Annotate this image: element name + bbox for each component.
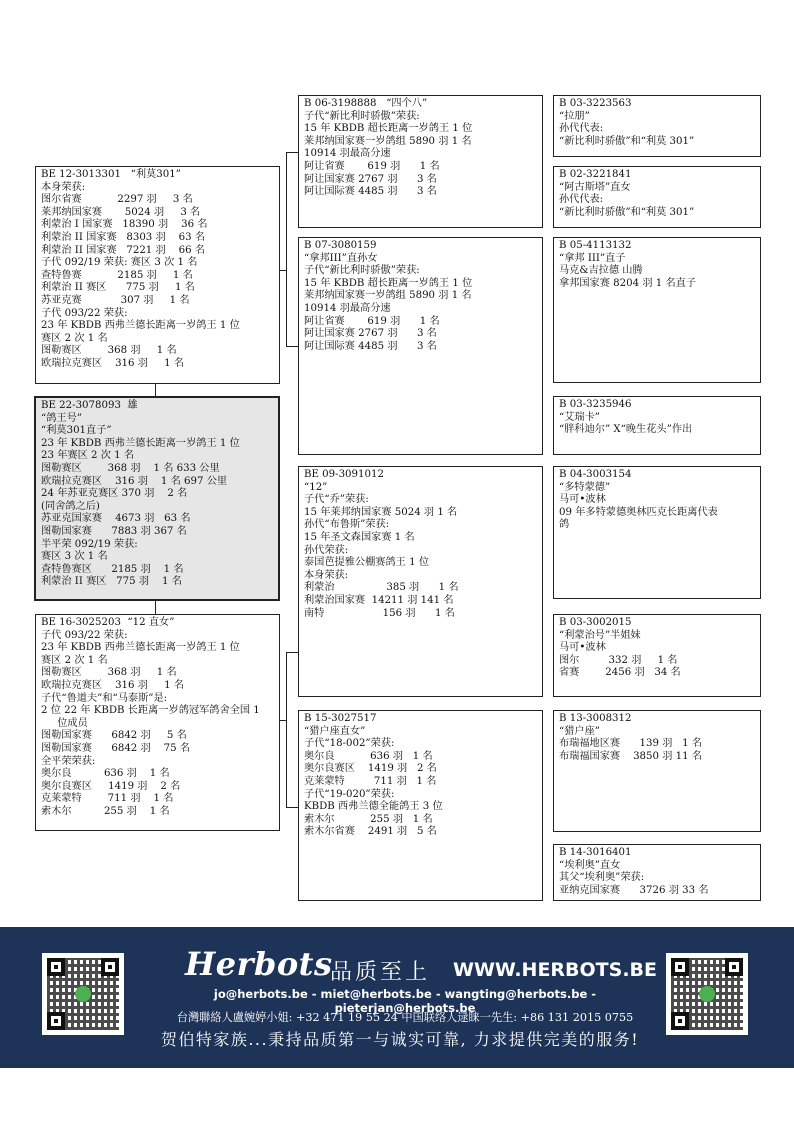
pedigree-line: 克莱蒙特 711 羽 1 名 [304, 775, 437, 787]
pedigree-line: 15 年 KBDB 超长距离一岁鸽王 1 位 [304, 123, 473, 135]
pedigree-line: BE 16-3025203 “12 直女” [41, 617, 175, 628]
connector-line [279, 720, 286, 721]
pedigree-line: 查特鲁赛区 2185 羽 1 名 [41, 563, 184, 575]
dam-dam-box [298, 710, 543, 901]
sds-box [553, 237, 761, 383]
pedigree-line: B 15-3027517 [304, 713, 377, 724]
pedigree-line: 图勒赛区 368 羽 1 名 633 公里 [41, 462, 220, 474]
dam-box [35, 614, 280, 831]
pedigree-line: “多特蒙德” [559, 481, 611, 493]
dam-sire-box [298, 466, 543, 697]
pedigree-line: 图勒赛区 368 羽 1 名 [41, 667, 177, 679]
pedigree-line: 2 位 22 年 KBDB 长距离一岁鸽冠军鸽舍全国 1 [41, 705, 260, 717]
pedigree-line: 23 年 KBDB 西弗兰德长距离一岁鸽王 1 位 [41, 437, 240, 449]
pedigree-line: 孙代荣获: [304, 544, 349, 556]
pedigree-line: B 03-3002015 [559, 617, 632, 628]
connector-line [286, 346, 298, 347]
pedigree-line: 23 年赛区 2 次 1 名 [41, 450, 135, 462]
pedigree-line: BE 22-3078093 雄 [41, 400, 138, 411]
pedigree-line: 省赛 2456 羽 34 名 [559, 667, 681, 679]
pedigree-line: 15 年 KBDB 超长距离一岁鸽王 1 位 [304, 277, 473, 289]
pedigree-line: 其父“埃利奥”荣获: [559, 872, 645, 884]
connector-line [286, 652, 298, 653]
pedigree-line: “猎户座直女” [304, 725, 366, 737]
pedigree-line: 09 年多特蒙德奥林匹克长距离代表 [559, 506, 718, 518]
dds-box [553, 710, 761, 832]
pedigree-line: “埃利奥”直女 [559, 859, 621, 871]
pedigree-line: 布瑞福地区赛 139 羽 1 名 [559, 738, 703, 750]
pedigree-line: 马可•波林 [559, 642, 606, 654]
pedigree-line: 亚纳克国家赛 3726 羽 33 名 [559, 884, 709, 896]
pedigree-line: B 06-3198888 “四个八” [304, 98, 428, 109]
pedigree-line: 本身荣获: [41, 181, 86, 193]
pedigree-line: 图勒国家赛 7883 羽 367 名 [41, 525, 187, 537]
ssd-box [553, 166, 761, 228]
pedigree-line: 10914 羽最高分速 [304, 302, 391, 314]
pedigree-line: 南特 156 羽 1 名 [304, 607, 455, 619]
pedigree-line: B 13-3008312 [559, 713, 632, 724]
pedigree-line: 马克&吉拉德 山腾 [559, 265, 643, 277]
pedigree-line: “艾瑞卡” [559, 411, 600, 423]
pedigree-line: 孙代代表: [559, 194, 604, 206]
pedigree-line: 索木尔 255 羽 1 名 [304, 813, 433, 825]
dss-box [553, 466, 761, 599]
pedigree-line: 15 年莱邦纳国家赛 5024 羽 1 名 [304, 506, 458, 518]
pedigree-line: “新比利时骄傲”和“利莫 301” [559, 135, 695, 147]
pedigree-line: 布瑞福国家赛 3850 羽 11 名 [559, 750, 703, 762]
email-list[interactable]: jo@herbots.be - miet@herbots.be - wangting@herbots.be - pieterjan@herbots.be [213, 987, 597, 1015]
pedigree-line: 查特鲁赛 2185 羽 1 名 [41, 269, 193, 281]
brand-logo: Herbots [185, 945, 333, 983]
pedigree-line: 索木尔 255 羽 1 名 [41, 805, 170, 817]
sdd-box [553, 396, 761, 455]
pedigree-line: “新比利时骄傲”和“利莫 301” [559, 206, 695, 218]
pedigree-line: “利莫301直子” [41, 425, 112, 437]
pedigree-line: 23 年 KBDB 西弗兰德长距离一岁鸽王 1 位 [41, 642, 240, 654]
pedigree-line: 欧瑞拉克赛区 316 羽 1 名 [41, 679, 185, 691]
pedigree-line: 23 年 KBDB 西弗兰德长距离一岁鸽王 1 位 [41, 320, 240, 332]
sire-box [35, 166, 280, 384]
dsd-box [553, 614, 761, 697]
pedigree-line: 利蒙治 II 赛区 775 羽 1 名 [41, 282, 195, 294]
pedigree-line: “阿古斯塔”直女 [559, 181, 631, 193]
qr-code-icon [42, 953, 124, 1035]
pedigree-line: 奥尔良 636 羽 1 名 [304, 750, 433, 762]
sire-sire-box [298, 95, 543, 228]
pedigree-line: 阿让国际赛 4485 羽 3 名 [304, 186, 437, 198]
sss-box [553, 95, 761, 157]
pedigree-line: “利蒙治号”半姐妹 [559, 629, 641, 641]
pedigree-line: BE 09-3091012 [304, 469, 384, 480]
pedigree-line: 利蒙治 385 羽 1 名 [304, 582, 459, 594]
pedigree-line: 莱邦纳国家赛一岁鸽组 5890 羽 1 名 [304, 135, 472, 147]
pedigree-line: 全平荣荣获: [41, 755, 96, 767]
pedigree-line: 子代“鲁道夫”和“马泰斯”是: [41, 692, 168, 704]
wechat-qr-code-icon [666, 953, 748, 1035]
pedigree-line: 莱邦纳国家赛 5024 羽 3 名 [41, 206, 201, 218]
connector-line [286, 152, 287, 347]
pedigree-line: 子代“新比利时骄傲”荣获: [304, 265, 420, 277]
pedigree-line: 15 年圣文森国家赛 1 名 [304, 531, 415, 543]
connector-line [286, 807, 298, 808]
pedigree-line: B 04-3003154 [559, 469, 632, 480]
pedigree-line: B 14-3016401 [559, 847, 632, 858]
pedigree-line: 欧瑞拉克赛区 316 羽 1 名 [41, 357, 185, 369]
pedigree-line: B 07-3080159 [304, 240, 377, 251]
motto: 贺伯特家族...秉持品质第一与诚实可靠, 力求提供完美的服务! [160, 1030, 640, 1049]
contact-phones: 台灣聯絡人盧婉婷小姐: +32 471 19 55 24 中国联络人逯睐一先生: +86 131 2015 0755 [176, 1011, 634, 1024]
pedigree-line: 莱邦纳国家赛一岁鸽组 5890 羽 1 名 [304, 290, 472, 302]
pedigree-line: 本身荣获: [304, 569, 349, 581]
pedigree-line: 子代“18-002”荣获: [304, 738, 395, 750]
pedigree-line: “拿邦III”直孙女 [304, 252, 378, 264]
pedigree-line: 赛区 2 次 1 名 [41, 654, 108, 666]
pedigree-line: 阿让国家赛 2767 羽 3 名 [304, 328, 437, 340]
pedigree-line: 子代“新比利时骄傲”荣获: [304, 110, 420, 122]
connector-line [279, 270, 286, 271]
pedigree-line: 10914 羽最高分速 [304, 148, 391, 160]
connector-line [286, 152, 298, 153]
pedigree-line: 图勒国家赛 6842 羽 5 名 [41, 730, 187, 742]
pedigree-line: “拉朋” [559, 110, 590, 122]
pedigree-line: 马可•波林 [559, 494, 606, 506]
pedigree-line: 图尔 332 羽 1 名 [559, 654, 678, 666]
pedigree-line: “12” [304, 481, 328, 493]
website-link[interactable]: WWW.HERBOTS.BE [453, 959, 658, 981]
pedigree-line: “胖科迪尔” X“晚生花头”作出 [559, 424, 693, 436]
pedigree-line: 子代“乔”荣获: [304, 494, 369, 506]
pedigree-line: 利蒙治 I 国家赛 18390 羽 36 名 [41, 219, 208, 231]
pedigree-line: 半平荣 092/19 荣获: [41, 538, 138, 550]
pedigree-line: 索木尔省赛 2491 羽 5 名 [304, 826, 437, 838]
pedigree-line: 利蒙治 II 国家赛 7221 羽 66 名 [41, 244, 206, 256]
footer-banner [0, 927, 794, 1068]
pedigree-line: 子代“19-020”荣获: [304, 788, 395, 800]
pedigree-line: 子代 093/22 荣获: [41, 629, 128, 641]
pedigree-line: 奥尔良赛区 1419 羽 2 名 [41, 780, 181, 792]
pedigree-line: BE 12-3013301 “利莫301” [41, 169, 181, 180]
pedigree-line: 图勒国家赛 6842 羽 75 名 [41, 742, 191, 754]
pedigree-line: 图尔省赛 2297 羽 3 名 [41, 194, 193, 206]
ddd-box [553, 844, 761, 901]
pedigree-line: 苏亚克国家赛 4673 羽 63 名 [41, 513, 191, 525]
pedigree-line: (同舍鸽之后) [41, 500, 100, 512]
pedigree-line: 阿让省赛 619 羽 1 名 [304, 315, 440, 327]
pedigree-line: 拿邦国家赛 8204 羽 1 名直子 [559, 277, 697, 289]
pedigree-line: 图勒赛区 368 羽 1 名 [41, 345, 177, 357]
pedigree-line: “猎户座” [559, 725, 600, 737]
pedigree-line: 赛区 3 次 1 名 [41, 551, 108, 563]
pedigree-line: 子代 092/19 荣获: 赛区 3 次 1 名 [41, 257, 198, 269]
pedigree-line: 阿让国际赛 4485 羽 3 名 [304, 340, 437, 352]
pedigree-line: “鸽王号” [41, 412, 82, 424]
pedigree-line: 鸽 [559, 519, 570, 531]
pedigree-line: B 03-3223563 [559, 98, 632, 109]
pedigree-line: 泰国芭提雅公棚赛鸽王 1 位 [304, 557, 430, 569]
pedigree-line: “拿邦 III”直子 [559, 252, 626, 264]
sire-dam-box [298, 237, 543, 455]
pedigree-line: B 03-3235946 [559, 399, 632, 410]
pedigree-line: 赛区 2 次 1 名 [41, 332, 108, 344]
pedigree-line: 阿让国家赛 2767 羽 3 名 [304, 173, 437, 185]
pedigree-line: 奥尔良 636 羽 1 名 [41, 768, 170, 780]
pedigree-line: 克莱蒙特 711 羽 1 名 [41, 793, 174, 805]
slogan: 品质至上 [330, 960, 431, 985]
subject-pigeon-box [34, 396, 280, 601]
pedigree-line: 子代 093/22 荣获: [41, 307, 128, 319]
pedigree-line: 利蒙治 II 国家赛 8303 羽 63 名 [41, 231, 206, 243]
pedigree-line: 利蒙治国家赛 14211 羽 141 名 [304, 594, 454, 606]
pedigree-line: 24 年苏亚克赛区 370 羽 2 名 [41, 488, 188, 500]
pedigree-line: 欧瑞拉克赛区 316 羽 1 名 697 公里 [41, 475, 228, 487]
connector-line [286, 652, 287, 808]
pedigree-line: 阿让省赛 619 羽 1 名 [304, 160, 440, 172]
connector-line [155, 600, 156, 614]
pedigree-line: 苏亚克赛 307 羽 1 名 [41, 294, 190, 306]
pedigree-line: 位成员 [41, 717, 88, 729]
pedigree-line: B 05-4113132 [559, 240, 632, 251]
pedigree-line: 孙代“布鲁斯”荣获: [304, 519, 390, 531]
pedigree-line: 奥尔良赛区 1419 羽 2 名 [304, 763, 437, 775]
pedigree-line: B 02-3221841 [559, 169, 632, 180]
pedigree-line: 利蒙治 II 赛区 775 羽 1 名 [41, 576, 182, 588]
pedigree-line: 孙代代表: [559, 123, 604, 135]
connector-line [155, 383, 156, 397]
pedigree-line: KBDB 西弗兰德全能鸽王 3 位 [304, 801, 443, 813]
